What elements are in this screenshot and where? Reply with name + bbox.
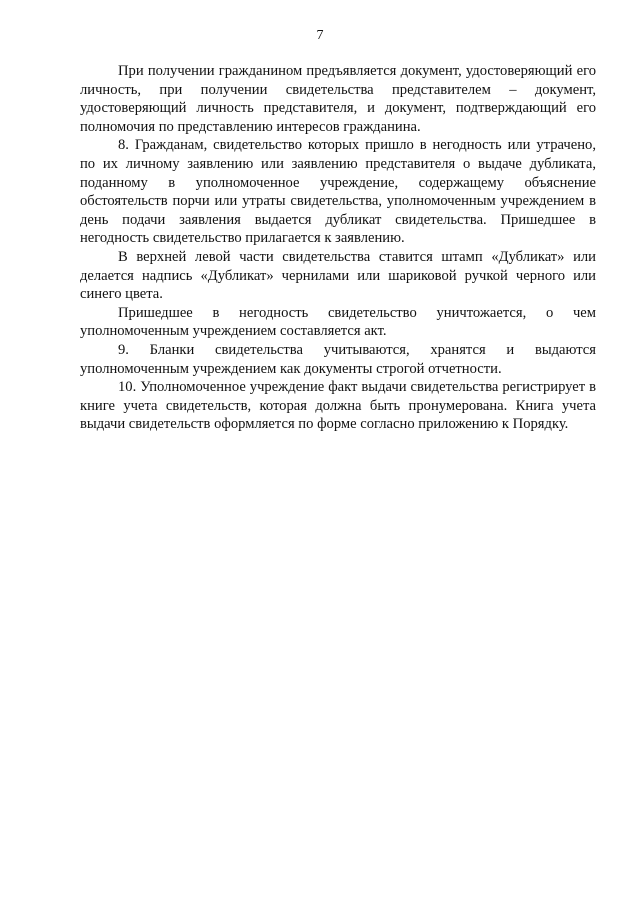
paragraph-registration-book: 10. Уполномоченное учреждение факт выдачи свидетельства регистрирует в книге учета свидетельств, которая должна быть пронумерована. Книга учета выдачи свидетельств оформляется по форме согласно приложению к Порядку. (80, 379, 596, 433)
paragraph-identity-document: При получении гражданином предъявляется документ, удостоверяющий его личность, при получении свидетельства представителем – документ, удостоверяющий личность представителя, и документ, подтверждающий его полномочия по представлению интересов гражданина. (80, 63, 596, 135)
paragraph-destruction-act: Пришедшее в негодность свидетельство уничтожается, о чем уполномоченным учреждением составляется акт. (80, 304, 596, 340)
paragraph-blank-accounting: 9. Бланки свидетельства учитываются, хранятся и выдаются уполномоченным учреждением как документы строгой отчетности. (80, 341, 596, 377)
paragraph-duplicate-issuance: 8. Гражданам, свидетельство которых пришло в негодность или утрачено, по их личному заявлению или заявлению представителя о выдаче дубликата, поданному в уполномоченное учреждение, содержащему объяснение обстоятельств порчи или утраты свидетельства, уполномоченным учреждением в день подачи заявления выдается дубликат свидетельства. Пришедшее в негодность свидетельство прилагается к заявлению. (80, 137, 596, 247)
paragraph-duplicate-stamp: В верхней левой части свидетельства ставится штамп «Дубликат» или делается надпись «Дубликат» чернилами или шариковой ручкой черного или синего цвета. (80, 248, 596, 303)
document-body (80, 62, 596, 434)
page-number: 7 (316, 28, 324, 43)
